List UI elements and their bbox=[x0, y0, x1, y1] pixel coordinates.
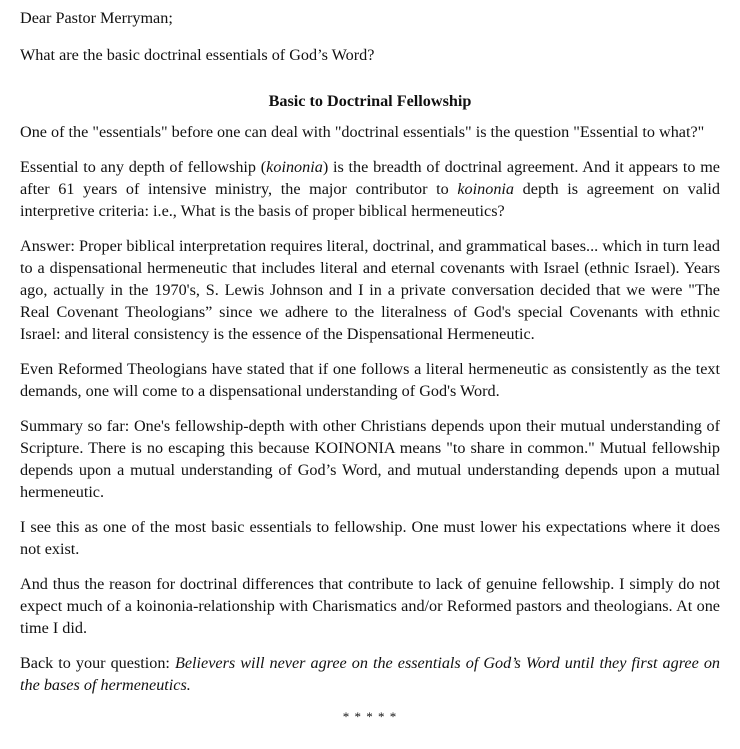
paragraph-summary: Summary so far: One's fellowship-depth with other Christians depends upon their mutual understanding of Scripture. There is no escaping this because KOINONIA means "to share in common." Mutual fellowship depends upon a mutual understanding of God’s Word, and mutual understanding depends upon a mutual hermeneutic. bbox=[20, 417, 720, 501]
paragraph-essential-to-what: One of the "essentials" before one can deal with "doctrinal essentials" is the question "Essential to what?" bbox=[20, 123, 705, 141]
paragraph-reformed-theologians: Even Reformed Theologians have stated that if one follows a literal hermeneutic as consistently as the text demands, one will come to a dispensational understanding of God's Word. bbox=[20, 360, 720, 400]
paragraph-koinonia-depth bbox=[20, 156, 720, 222]
paragraph-text: ) is the breadth of doctrinal agreement. And it appears to me after 61 years of intensive ministry, the major contributor to bbox=[20, 158, 720, 198]
question-line: What are the basic doctrinal essentials of God’s Word? bbox=[20, 46, 375, 64]
italic-conclusion: Believers will never agree on the essentials of God’s Word until they first agree on the bases of hermeneutics. bbox=[20, 654, 721, 694]
italic-term: koinonia bbox=[457, 180, 515, 198]
paragraph-text: Essential to any depth of fellowship ( bbox=[20, 158, 267, 176]
paragraph-text: depth is agreement on valid interpretive criteria: i.e., What is the basis of proper biblical hermeneutics? bbox=[20, 180, 720, 220]
italic-term: koinonia bbox=[266, 158, 323, 176]
paragraph-answer: Answer: Proper biblical interpretation requires literal, doctrinal, and grammatical bases... which in turn lead to a dispensational hermeneutic that includes literal and eternal covenants with Israel (ethnic Israel). Years ago, actually in the 1970's, S. Lewis Johnson and I in a private conversation decided that we were "The Real Covenant Theologians” since we adhere to the literalness of God's special Covenants with ethnic Israel: and literal consistency is the essence of the Dispensational Hermeneutic. bbox=[20, 237, 720, 343]
paragraph-text: Back to your question: bbox=[20, 654, 175, 672]
section-heading: Basic to Doctrinal Fellowship bbox=[268, 92, 472, 110]
paragraph-doctrinal-differences: And thus the reason for doctrinal differences that contribute to lack of genuine fellowship. I simply do not expect much of a koinonia-relationship with Charismatics and/or Reformed pastors and theologians. At one time I did. bbox=[20, 575, 720, 637]
paragraph-basic-essentials: I see this as one of the most basic essentials to fellowship. One must lower his expectations where it does not exist. bbox=[20, 518, 720, 558]
section-separator: * * * * * bbox=[342, 709, 398, 724]
letter-page bbox=[20, 7, 720, 725]
salutation: Dear Pastor Merryman; bbox=[20, 9, 173, 27]
paragraph-back-to-question bbox=[20, 652, 720, 696]
